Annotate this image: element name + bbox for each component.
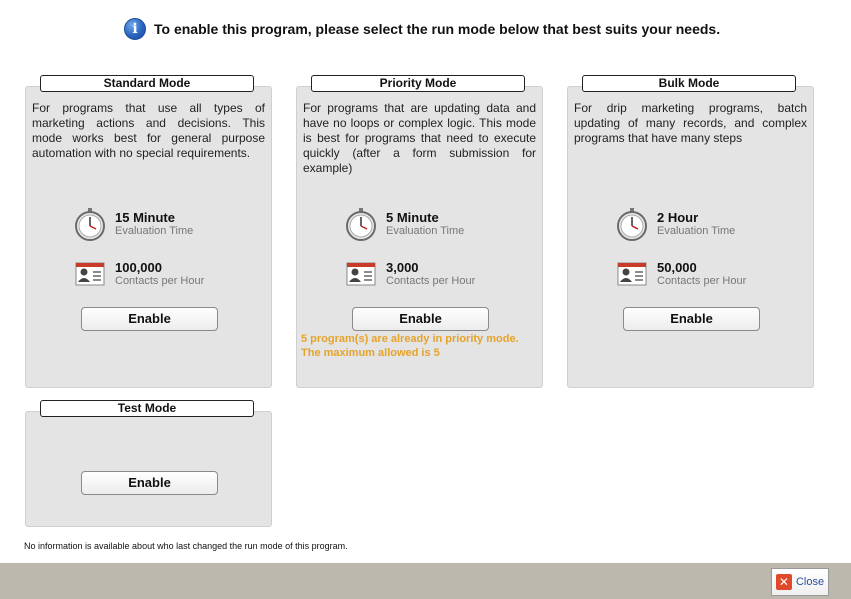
stopwatch-icon <box>615 207 649 241</box>
test-mode-card <box>25 411 272 527</box>
priority-contacts-metric <box>344 257 475 291</box>
standard-contacts-value: 100,000 <box>115 259 162 275</box>
bulk-eval-value: 2 Hour <box>657 209 699 225</box>
priority-warning-line-1: 5 program(s) are already in priority mode. <box>301 333 519 345</box>
priority-mode-title: Priority Mode <box>311 75 525 92</box>
contact-card-icon <box>344 257 378 291</box>
priority-mode-description: For programs that are updating data and have no loops or complex logic. This mode is best for programs that need to execute quickly (after a form submission for example) <box>303 101 536 175</box>
stopwatch-icon <box>73 207 107 241</box>
standard-eval-label: Evaluation Time <box>115 224 194 237</box>
standard-eval-value: 15 Minute <box>115 209 175 225</box>
standard-contacts-metric <box>73 257 204 291</box>
priority-mode-card <box>296 86 543 388</box>
bulk-eval-metric <box>615 207 735 241</box>
priority-enable-button[interactable]: Enable <box>352 307 489 331</box>
standard-mode-card <box>25 86 272 388</box>
bulk-contacts-label: Contacts per Hour <box>657 274 747 287</box>
standard-enable-button[interactable]: Enable <box>81 307 218 331</box>
contact-card-icon <box>73 257 107 291</box>
standard-mode-title: Standard Mode <box>40 75 254 92</box>
priority-eval-value: 5 Minute <box>386 209 439 225</box>
bulk-mode-description: For drip marketing programs, batch updating of many records, and complex programs that have many steps <box>574 101 807 145</box>
bulk-contacts-value: 50,000 <box>657 259 697 275</box>
priority-eval-label: Evaluation Time <box>386 224 465 237</box>
info-icon: i <box>124 18 146 40</box>
priority-warning-line-2: The maximum allowed is 5 <box>301 347 440 359</box>
header-text: To enable this program, please select the run mode below that best suits your needs. <box>154 21 721 37</box>
run-mode-history-note: No information is available about who last changed the run mode of this program. <box>24 541 348 551</box>
priority-contacts-label: Contacts per Hour <box>386 274 476 287</box>
standard-eval-metric <box>73 207 193 241</box>
bulk-mode-title: Bulk Mode <box>582 75 796 92</box>
standard-mode-description: For programs that use all types of marketing actions and decisions. This mode works best for general purpose automation with no special requirements. <box>32 101 265 160</box>
priority-contacts-value: 3,000 <box>386 259 419 275</box>
contact-card-icon <box>615 257 649 291</box>
test-mode-title: Test Mode <box>40 400 254 417</box>
close-button-label: Close <box>795 576 825 588</box>
test-enable-button[interactable]: Enable <box>81 471 218 495</box>
standard-contacts-label: Contacts per Hour <box>115 274 205 287</box>
bulk-contacts-metric <box>615 257 746 291</box>
bulk-eval-label: Evaluation Time <box>657 224 736 237</box>
bulk-enable-button[interactable]: Enable <box>623 307 760 331</box>
bulk-mode-card <box>567 86 814 388</box>
priority-limit-warning <box>301 332 541 360</box>
dialog-footer-bar <box>0 563 851 599</box>
close-button[interactable] <box>771 568 829 596</box>
stopwatch-icon <box>344 207 378 241</box>
priority-eval-metric <box>344 207 464 241</box>
close-icon: ✕ <box>776 574 792 590</box>
header <box>124 17 720 41</box>
